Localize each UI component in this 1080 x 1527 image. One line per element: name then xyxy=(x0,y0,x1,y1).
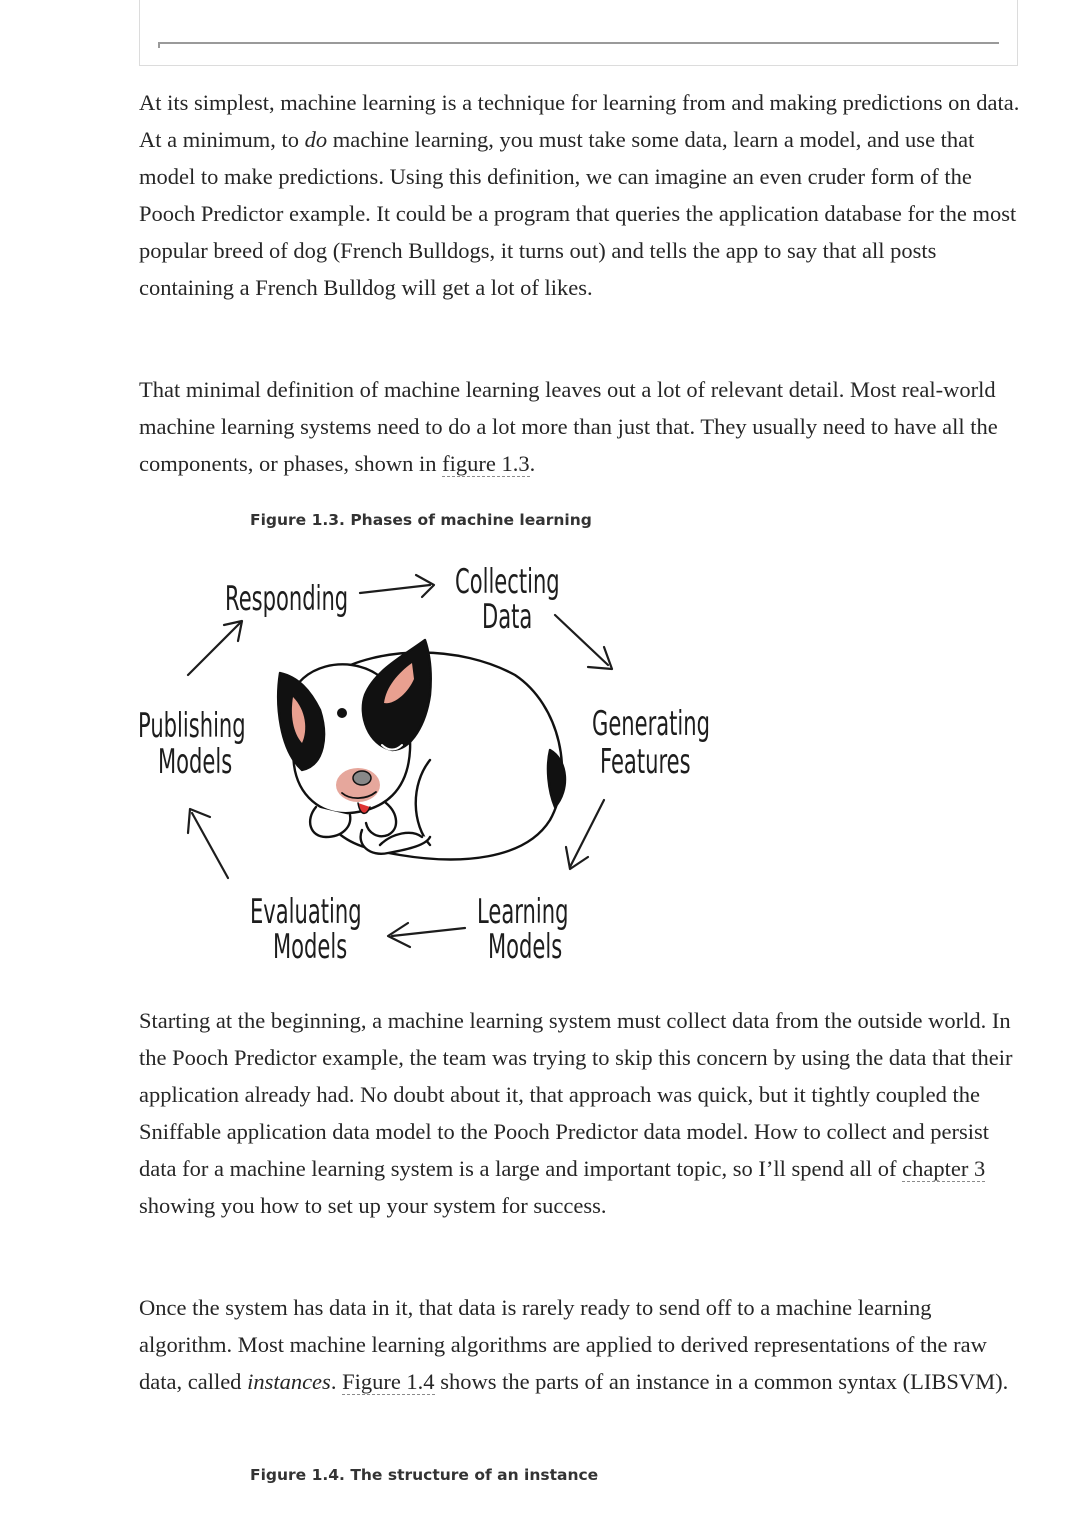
label-publishing-models: Models xyxy=(158,741,233,782)
label-collecting: Collecting xyxy=(455,561,560,602)
p3-text-a: Starting at the beginning, a machine learning system must collect data from the outside world. In the Pooch Predictor example, the team was trying to skip this concern by using the data that their application already had. No doubt about it, that approach was quick, but it tightly coupled the Sniffable application data model to the Pooch Predictor data model. How to collect and persist data for a machine learning system is a large and important topic, so I’ll spend all of xyxy=(139,1008,1013,1181)
p4-emphasis: instances xyxy=(247,1369,331,1394)
listing-rule xyxy=(158,42,999,44)
paragraph-instances xyxy=(139,1289,1024,1400)
p4-text-a: Once the system has data in it, that data is rarely ready to send off to a machine learning algorithm. Most machine learning algorithms are applied to derived representations of the raw data, called xyxy=(139,1295,987,1394)
arrow-publishing-to-responding xyxy=(188,621,242,675)
label-generating-features: Features xyxy=(600,741,691,782)
p2-text-a: That minimal definition of machine learning leaves out a lot of relevant detail. Most real-world machine learning systems need to do a lot more than just that. They usually need to have all the components, or phases, shown in xyxy=(139,377,998,476)
label-collecting-data: Data xyxy=(482,596,533,637)
label-evaluating: Evaluating xyxy=(250,891,362,932)
label-publishing: Publishing xyxy=(138,705,246,746)
p3-text-b: showing you how to set up your system for success. xyxy=(139,1193,607,1218)
listing-rule-tick xyxy=(158,42,160,48)
arrow-generating-to-learning xyxy=(566,800,604,869)
code-listing-box xyxy=(139,0,1018,66)
french-bulldog-illustration xyxy=(278,640,565,859)
phases-cycle-svg xyxy=(130,545,730,975)
paragraph-minimal-definition xyxy=(139,371,1024,482)
label-evaluating-models: Models xyxy=(273,926,348,967)
paragraph-simplest xyxy=(139,84,1024,306)
label-learning-models: Models xyxy=(488,926,563,967)
figure-1-4-link[interactable]: Figure 1.4 xyxy=(342,1369,435,1394)
figure-1-4-caption: Figure 1.4. The structure of an instance xyxy=(250,1466,599,1484)
p1-text-b: machine learning, you must take some data, learn a model, and use that model to make predictions. Using this definition, we can imagine an even cruder form of the Pooch Predictor example. It could be a program that queries the application database for the most popular breed of dog (French Bulldogs, it turns out) and tells the app to say that all posts containing a French Bulldog will get a lot of likes. xyxy=(139,127,1017,300)
label-responding: Responding xyxy=(225,578,349,619)
p4-text-c: shows the parts of an instance in a common syntax (LIBSVM). xyxy=(434,1369,1009,1394)
figure-1-3-caption: Figure 1.3. Phases of machine learning xyxy=(250,511,592,529)
chapter-3-link[interactable]: chapter 3 xyxy=(902,1156,986,1181)
p2-text-b: . xyxy=(529,451,536,476)
arrow-collecting-to-generating xyxy=(555,615,612,669)
arrow-responding-to-collecting xyxy=(360,575,434,597)
figure-1-3-diagram xyxy=(130,545,730,975)
p4-text-b: . xyxy=(330,1369,343,1394)
p1-text-a: At its simplest, machine learning is a technique for learning from and making predictions on data. At a minimum, to xyxy=(139,90,1020,152)
p1-emphasis: do xyxy=(304,127,328,152)
arrow-learning-to-evaluating xyxy=(388,923,465,947)
arrow-evaluating-to-publishing xyxy=(188,809,228,878)
label-learning: Learning xyxy=(477,891,569,932)
label-generating: Generating xyxy=(592,703,710,744)
paragraph-starting xyxy=(139,1002,1024,1224)
figure-1-3-link[interactable]: figure 1.3 xyxy=(442,451,530,476)
